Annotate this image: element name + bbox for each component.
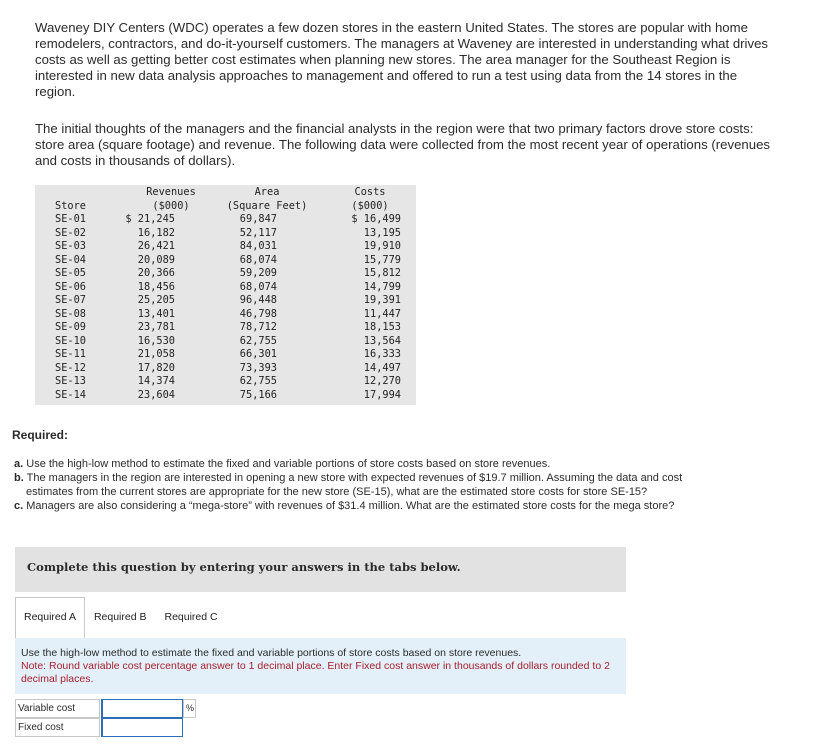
area-cell: 62,755: [239, 375, 277, 387]
revenue-cell: 20,089: [137, 253, 175, 266]
revenue-cell: 25,205: [137, 294, 175, 306]
cost-cell: 16,333: [363, 348, 401, 360]
store-cell: SE-14: [55, 388, 86, 401]
store-cell: SE-03: [55, 240, 86, 252]
revenue-header-line1: Revenues: [146, 186, 196, 198]
cost-cell: 12,270: [363, 375, 401, 387]
area-cell: 66,301: [239, 348, 277, 360]
revenue-cell: 17,820: [137, 361, 175, 374]
complete-question-banner: Complete this question by entering your answers in the tabs below.: [15, 547, 626, 592]
variable-cost-label: Variable cost: [15, 699, 100, 718]
cost-cell: 15,812: [363, 267, 401, 279]
fixed-cost-input[interactable]: [101, 718, 183, 737]
cost-cell: 17,994: [363, 388, 401, 401]
requirement-c: c. Managers are also considering a “mega-store” with revenues of $31.4 million. What are the estimated store costs for the mega store?: [14, 500, 675, 512]
cost-cell: 19,910: [363, 240, 401, 252]
cost-cell: $ 16,499: [351, 213, 401, 225]
cost-cell: 11,447: [363, 307, 401, 320]
cost-cell: 14,497: [363, 361, 401, 374]
revenue-cell: 26,421: [137, 240, 175, 252]
area-header-line1: Area: [254, 186, 280, 198]
cost-cell: 19,391: [363, 294, 401, 306]
requirement-a: a. Use the high-low method to estimate the fixed and variable portions of store costs based on store revenues.: [14, 458, 551, 470]
revenue-cell: 23,604: [137, 388, 175, 401]
area-cell: 84,031: [239, 240, 277, 252]
fixed-cost-label: Fixed cost: [15, 718, 100, 737]
store-cell: SE-10: [55, 334, 86, 347]
revenue-cell: $ 21,245: [125, 213, 175, 225]
store-cell: SE-01: [55, 213, 86, 225]
area-cell: 75,166: [239, 388, 277, 401]
area-cell: 73,393: [239, 361, 277, 374]
store-cell: SE-07: [55, 294, 86, 306]
tab-required-a[interactable]: Required A: [15, 597, 85, 638]
requirement-tabs: [15, 597, 227, 638]
revenue-cell: 20,366: [137, 267, 175, 279]
cost-cell: 14,799: [363, 280, 401, 293]
cost-cell: 18,153: [363, 321, 401, 333]
area-cell: 68,074: [239, 280, 277, 293]
tab-required-b[interactable]: Required B: [85, 597, 156, 638]
area-column-header: [223, 186, 311, 213]
revenue-column: [121, 213, 221, 402]
area-cell: 68,074: [239, 253, 277, 266]
store-cell: SE-06: [55, 280, 86, 293]
required-heading: Required:: [12, 428, 69, 442]
requirements-list: [14, 457, 694, 513]
cost-cell: 13,195: [363, 226, 401, 239]
area-cell: 46,798: [239, 307, 277, 320]
revenue-header-line2: ($000): [152, 199, 190, 212]
store-cell: SE-04: [55, 253, 86, 266]
area-cell: 96,448: [239, 294, 277, 306]
revenue-cell: 13,401: [137, 307, 175, 320]
requirement-b: b. The managers in the region are interested in opening a new store with expected revenues of $19.7 million. Assuming the data and cost estimates from the current stores are appropriate for the new store (SE-15), what are the estimated store costs for store SE-15?: [14, 472, 683, 498]
revenue-cell: 23,781: [137, 321, 175, 333]
area-cell: 52,117: [239, 226, 277, 239]
revenue-cell: 16,182: [137, 226, 175, 239]
revenue-cell: 14,374: [137, 375, 175, 387]
revenue-column-header: [121, 186, 221, 213]
area-cell: 78,712: [239, 321, 277, 333]
intro-paragraph-2: The initial thoughts of the managers and the financial analysts in the region were that two primary factors drove store costs: store area (square footage) and revenue. The following data were collected from the most recent year of operations (revenues and costs in thousands of dollars).: [35, 121, 771, 168]
rounding-note: Note: Round variable cost percentage answer to 1 decimal place. Enter Fixed cost answer in thousands of dollars rounded to 2 decimal places.: [21, 660, 610, 685]
area-header-line2: (Square Feet): [226, 199, 308, 212]
revenue-cell: 18,456: [137, 280, 175, 293]
store-column: [55, 186, 86, 401]
cost-cell: 15,779: [363, 253, 401, 266]
store-cell: SE-11: [55, 348, 86, 360]
store-cell: SE-02: [55, 226, 86, 239]
cost-cell: 13,564: [363, 334, 401, 347]
variable-cost-input[interactable]: [101, 699, 183, 718]
cost-header-line1: Costs: [354, 186, 386, 198]
cost-column-header: [335, 186, 405, 213]
area-cell: 69,847: [239, 213, 277, 225]
store-cell: SE-08: [55, 307, 86, 320]
percent-unit: %: [183, 699, 196, 718]
store-cell: SE-05: [55, 267, 86, 279]
area-column: [223, 213, 311, 402]
intro-paragraph: Waveney DIY Centers (WDC) operates a few dozen stores in the eastern United States. The stores are popular with home remodelers, contractors, and do-it-yourself customers. The managers at Waveney are interested in understanding what drives costs as well as getting better cost estimates when planning new stores. The area manager for the Southeast Region is interested in new data analysis approaches to management and offered to run a test using data from the 14 stores in the region.: [35, 20, 768, 99]
store-cell: SE-13: [55, 375, 86, 387]
area-cell: 62,755: [239, 334, 277, 347]
cost-column: [335, 213, 405, 402]
revenue-cell: 21,058: [137, 348, 175, 360]
store-cell: SE-12: [55, 361, 86, 374]
revenue-cell: 16,530: [137, 334, 175, 347]
store-data-table: [35, 185, 416, 405]
tab-required-c[interactable]: Required C: [155, 597, 226, 638]
store-cell: SE-09: [55, 321, 86, 333]
cost-header-line2: ($000): [351, 199, 389, 212]
area-cell: 59,209: [239, 267, 277, 279]
instructions-text: Use the high-low method to estimate the fixed and variable portions of store costs based on store revenues.: [21, 647, 522, 659]
store-header: Store: [55, 199, 86, 212]
instructions-panel: [15, 638, 626, 694]
